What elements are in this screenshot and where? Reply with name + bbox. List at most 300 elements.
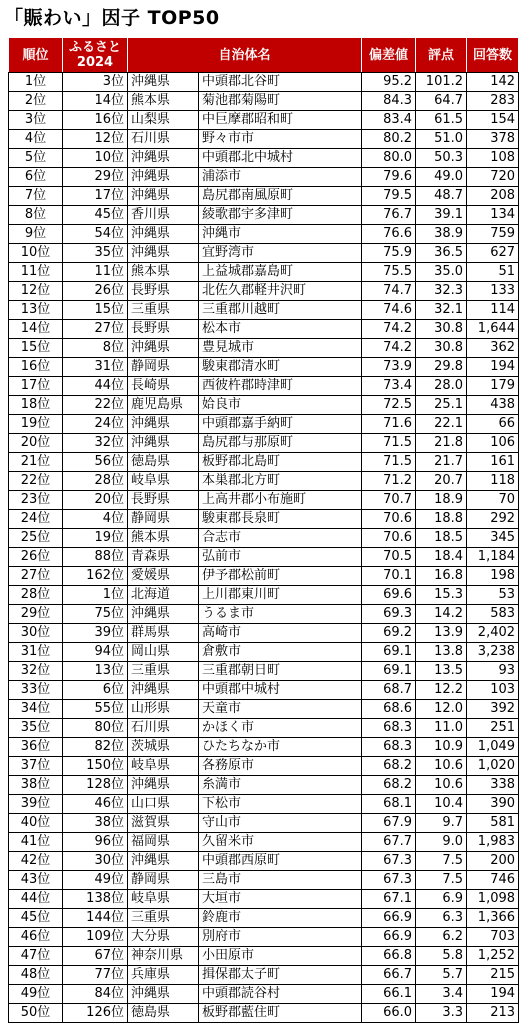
respondents-cell: 283: [467, 92, 519, 111]
table-row: [9, 301, 519, 320]
table-row: [9, 738, 519, 757]
furusato-rank-cell: 32位: [63, 434, 128, 453]
header-furusato-label: ふるさと: [68, 40, 121, 55]
deviation-cell: 74.7: [362, 282, 416, 301]
furusato-rank-cell: 75位: [63, 605, 128, 624]
prefecture-cell: 群馬県: [128, 624, 199, 643]
respondents-cell: 1,098: [467, 890, 519, 909]
deviation-cell: 67.7: [362, 833, 416, 852]
table-row: [9, 263, 519, 282]
respondents-cell: 438: [467, 396, 519, 415]
furusato-rank-cell: 56位: [63, 453, 128, 472]
rank-cell: 24位: [9, 510, 63, 529]
furusato-rank-cell: 11位: [63, 263, 128, 282]
deviation-cell: 83.4: [362, 111, 416, 130]
municipality-cell: 上益城郡嘉島町: [199, 263, 362, 282]
deviation-cell: 67.9: [362, 814, 416, 833]
furusato-rank-cell: 84位: [63, 985, 128, 1004]
header-furusato: [63, 38, 128, 73]
furusato-rank-cell: 45位: [63, 206, 128, 225]
respondents-cell: 108: [467, 149, 519, 168]
rank-cell: 15位: [9, 339, 63, 358]
municipality-cell: 上川郡東川町: [199, 586, 362, 605]
deviation-cell: 67.3: [362, 871, 416, 890]
furusato-rank-cell: 17位: [63, 187, 128, 206]
deviation-cell: 68.2: [362, 776, 416, 795]
municipality-cell: 三重郡川越町: [199, 301, 362, 320]
respondents-cell: 390: [467, 795, 519, 814]
table-row: [9, 700, 519, 719]
rank-cell: 29位: [9, 605, 63, 624]
deviation-cell: 66.9: [362, 928, 416, 947]
score-cell: 13.9: [416, 624, 467, 643]
furusato-rank-cell: 109位: [63, 928, 128, 947]
municipality-cell: 伊予郡松前町: [199, 567, 362, 586]
deviation-cell: 66.7: [362, 966, 416, 985]
prefecture-cell: 石川県: [128, 130, 199, 149]
score-cell: 18.5: [416, 529, 467, 548]
rank-cell: 23位: [9, 491, 63, 510]
prefecture-cell: 岐阜県: [128, 757, 199, 776]
furusato-rank-cell: 15位: [63, 301, 128, 320]
municipality-cell: 中頭郡読谷村: [199, 985, 362, 1004]
rank-cell: 8位: [9, 206, 63, 225]
table-row: [9, 605, 519, 624]
prefecture-cell: 沖縄県: [128, 339, 199, 358]
table-row: [9, 434, 519, 453]
prefecture-cell: 福岡県: [128, 833, 199, 852]
prefecture-cell: 鹿児島県: [128, 396, 199, 415]
deviation-cell: 70.6: [362, 529, 416, 548]
prefecture-cell: 沖縄県: [128, 244, 199, 263]
respondents-cell: 133: [467, 282, 519, 301]
score-cell: 7.5: [416, 871, 467, 890]
respondents-cell: 703: [467, 928, 519, 947]
municipality-cell: 綾歌郡宇多津町: [199, 206, 362, 225]
furusato-rank-cell: 27位: [63, 320, 128, 339]
rank-cell: 27位: [9, 567, 63, 586]
respondents-cell: 583: [467, 605, 519, 624]
deviation-cell: 80.2: [362, 130, 416, 149]
municipality-cell: 中頭郡中城村: [199, 681, 362, 700]
rank-cell: 46位: [9, 928, 63, 947]
municipality-cell: 豊見城市: [199, 339, 362, 358]
score-cell: 13.8: [416, 643, 467, 662]
furusato-rank-cell: 14位: [63, 92, 128, 111]
deviation-cell: 84.3: [362, 92, 416, 111]
respondents-cell: 114: [467, 301, 519, 320]
municipality-cell: 中頭郡北谷町: [199, 73, 362, 92]
respondents-cell: 251: [467, 719, 519, 738]
furusato-rank-cell: 49位: [63, 871, 128, 890]
prefecture-cell: 岡山県: [128, 643, 199, 662]
municipality-cell: 小田原市: [199, 947, 362, 966]
furusato-rank-cell: 22位: [63, 396, 128, 415]
respondents-cell: 3,238: [467, 643, 519, 662]
respondents-cell: 1,366: [467, 909, 519, 928]
score-cell: 7.5: [416, 852, 467, 871]
header-score: 評点: [416, 38, 467, 73]
respondents-cell: 103: [467, 681, 519, 700]
rank-cell: 22位: [9, 472, 63, 491]
deviation-cell: 73.9: [362, 358, 416, 377]
table-row: [9, 339, 519, 358]
furusato-rank-cell: 88位: [63, 548, 128, 567]
table-row: [9, 111, 519, 130]
prefecture-cell: 兵庫県: [128, 966, 199, 985]
respondents-cell: 746: [467, 871, 519, 890]
score-cell: 14.2: [416, 605, 467, 624]
respondents-cell: 134: [467, 206, 519, 225]
furusato-rank-cell: 4位: [63, 510, 128, 529]
furusato-rank-cell: 19位: [63, 529, 128, 548]
municipality-cell: 中巨摩郡昭和町: [199, 111, 362, 130]
table-row: [9, 719, 519, 738]
furusato-rank-cell: 31位: [63, 358, 128, 377]
respondents-cell: 292: [467, 510, 519, 529]
municipality-cell: 野々市市: [199, 130, 362, 149]
deviation-cell: 75.9: [362, 244, 416, 263]
deviation-cell: 71.6: [362, 415, 416, 434]
prefecture-cell: 徳島県: [128, 453, 199, 472]
header-rank: 順位: [9, 38, 63, 73]
respondents-cell: 208: [467, 187, 519, 206]
prefecture-cell: 静岡県: [128, 510, 199, 529]
rank-cell: 43位: [9, 871, 63, 890]
score-cell: 5.8: [416, 947, 467, 966]
deviation-cell: 95.2: [362, 73, 416, 92]
municipality-cell: 宜野湾市: [199, 244, 362, 263]
respondents-cell: 1,184: [467, 548, 519, 567]
header-deviation: 偏差値: [362, 38, 416, 73]
header-respondents: 回答数: [467, 38, 519, 73]
furusato-rank-cell: 30位: [63, 852, 128, 871]
prefecture-cell: 神奈川県: [128, 947, 199, 966]
score-cell: 38.9: [416, 225, 467, 244]
score-cell: 6.2: [416, 928, 467, 947]
rank-cell: 9位: [9, 225, 63, 244]
rank-cell: 4位: [9, 130, 63, 149]
score-cell: 3.4: [416, 985, 467, 1004]
prefecture-cell: 沖縄県: [128, 225, 199, 244]
furusato-rank-cell: 138位: [63, 890, 128, 909]
table-row: [9, 814, 519, 833]
header-furusato-year: 2024: [76, 55, 114, 70]
score-cell: 13.5: [416, 662, 467, 681]
deviation-cell: 76.7: [362, 206, 416, 225]
respondents-cell: 345: [467, 529, 519, 548]
deviation-cell: 68.7: [362, 681, 416, 700]
table-row: [9, 377, 519, 396]
furusato-rank-cell: 126位: [63, 1004, 128, 1023]
municipality-cell: 板野郡藍住町: [199, 1004, 362, 1023]
furusato-rank-cell: 6位: [63, 681, 128, 700]
municipality-cell: 三重郡朝日町: [199, 662, 362, 681]
furusato-rank-cell: 82位: [63, 738, 128, 757]
deviation-cell: 73.4: [362, 377, 416, 396]
table-row: [9, 1004, 519, 1023]
municipality-cell: 天童市: [199, 700, 362, 719]
municipality-cell: うるま市: [199, 605, 362, 624]
table-row: [9, 966, 519, 985]
table-row: [9, 852, 519, 871]
rank-cell: 44位: [9, 890, 63, 909]
score-cell: 61.5: [416, 111, 467, 130]
table-row: [9, 757, 519, 776]
deviation-cell: 67.1: [362, 890, 416, 909]
deviation-cell: 66.0: [362, 1004, 416, 1023]
rank-cell: 30位: [9, 624, 63, 643]
deviation-cell: 66.9: [362, 909, 416, 928]
deviation-cell: 75.5: [362, 263, 416, 282]
respondents-cell: 338: [467, 776, 519, 795]
prefecture-cell: 青森県: [128, 548, 199, 567]
prefecture-cell: 長野県: [128, 491, 199, 510]
rank-cell: 38位: [9, 776, 63, 795]
score-cell: 18.9: [416, 491, 467, 510]
deviation-cell: 80.0: [362, 149, 416, 168]
deviation-cell: 69.1: [362, 662, 416, 681]
score-cell: 39.1: [416, 206, 467, 225]
municipality-cell: 各務原市: [199, 757, 362, 776]
municipality-cell: 沖縄市: [199, 225, 362, 244]
score-cell: 21.8: [416, 434, 467, 453]
table-row: [9, 320, 519, 339]
rank-cell: 31位: [9, 643, 63, 662]
rank-cell: 36位: [9, 738, 63, 757]
municipality-cell: 高崎市: [199, 624, 362, 643]
furusato-rank-cell: 3位: [63, 73, 128, 92]
rank-cell: 37位: [9, 757, 63, 776]
rank-cell: 34位: [9, 700, 63, 719]
deviation-cell: 71.5: [362, 434, 416, 453]
table-row: [9, 415, 519, 434]
prefecture-cell: 沖縄県: [128, 73, 199, 92]
table-row: [9, 244, 519, 263]
table-row: [9, 662, 519, 681]
municipality-cell: 駿東郡清水町: [199, 358, 362, 377]
furusato-rank-cell: 150位: [63, 757, 128, 776]
municipality-cell: 中頭郡西原町: [199, 852, 362, 871]
municipality-cell: 中頭郡北中城村: [199, 149, 362, 168]
municipality-cell: 姶良市: [199, 396, 362, 415]
municipality-cell: 浦添市: [199, 168, 362, 187]
municipality-cell: 板野郡北島町: [199, 453, 362, 472]
prefecture-cell: 山梨県: [128, 111, 199, 130]
rank-cell: 26位: [9, 548, 63, 567]
table-row: [9, 567, 519, 586]
deviation-cell: 70.7: [362, 491, 416, 510]
prefecture-cell: 熊本県: [128, 529, 199, 548]
respondents-cell: 51: [467, 263, 519, 282]
prefecture-cell: 熊本県: [128, 92, 199, 111]
score-cell: 64.7: [416, 92, 467, 111]
municipality-cell: 下松市: [199, 795, 362, 814]
furusato-rank-cell: 67位: [63, 947, 128, 966]
municipality-cell: 守山市: [199, 814, 362, 833]
table-row: [9, 586, 519, 605]
table-row: [9, 358, 519, 377]
deviation-cell: 71.5: [362, 453, 416, 472]
rank-cell: 21位: [9, 453, 63, 472]
table-row: [9, 187, 519, 206]
rank-cell: 20位: [9, 434, 63, 453]
table-row: [9, 681, 519, 700]
respondents-cell: 154: [467, 111, 519, 130]
table-row: [9, 985, 519, 1004]
prefecture-cell: 長野県: [128, 282, 199, 301]
prefecture-cell: 長崎県: [128, 377, 199, 396]
prefecture-cell: 愛媛県: [128, 567, 199, 586]
rank-cell: 5位: [9, 149, 63, 168]
respondents-cell: 194: [467, 985, 519, 1004]
rank-cell: 13位: [9, 301, 63, 320]
deviation-cell: 68.1: [362, 795, 416, 814]
deviation-cell: 68.6: [362, 700, 416, 719]
respondents-cell: 1,644: [467, 320, 519, 339]
rank-cell: 35位: [9, 719, 63, 738]
prefecture-cell: 長野県: [128, 320, 199, 339]
municipality-cell: 駿東郡長泉町: [199, 510, 362, 529]
prefecture-cell: 三重県: [128, 909, 199, 928]
score-cell: 10.4: [416, 795, 467, 814]
respondents-cell: 179: [467, 377, 519, 396]
respondents-cell: 581: [467, 814, 519, 833]
deviation-cell: 79.6: [362, 168, 416, 187]
municipality-cell: 北佐久郡軽井沢町: [199, 282, 362, 301]
rank-cell: 42位: [9, 852, 63, 871]
table-row: [9, 833, 519, 852]
deviation-cell: 74.2: [362, 339, 416, 358]
rank-cell: 19位: [9, 415, 63, 434]
furusato-rank-cell: 144位: [63, 909, 128, 928]
rank-cell: 49位: [9, 985, 63, 1004]
score-cell: 48.7: [416, 187, 467, 206]
municipality-cell: 三島市: [199, 871, 362, 890]
score-cell: 12.2: [416, 681, 467, 700]
table-row: [9, 491, 519, 510]
deviation-cell: 69.6: [362, 586, 416, 605]
rank-cell: 32位: [9, 662, 63, 681]
deviation-cell: 66.1: [362, 985, 416, 1004]
score-cell: 6.3: [416, 909, 467, 928]
rank-cell: 48位: [9, 966, 63, 985]
prefecture-cell: 大分県: [128, 928, 199, 947]
score-cell: 101.2: [416, 73, 467, 92]
prefecture-cell: 岐阜県: [128, 890, 199, 909]
score-cell: 6.9: [416, 890, 467, 909]
rank-cell: 33位: [9, 681, 63, 700]
rank-cell: 25位: [9, 529, 63, 548]
score-cell: 30.8: [416, 339, 467, 358]
score-cell: 49.0: [416, 168, 467, 187]
furusato-rank-cell: 29位: [63, 168, 128, 187]
score-cell: 35.0: [416, 263, 467, 282]
furusato-rank-cell: 1位: [63, 586, 128, 605]
prefecture-cell: 石川県: [128, 719, 199, 738]
respondents-cell: 106: [467, 434, 519, 453]
prefecture-cell: 静岡県: [128, 358, 199, 377]
ranking-table: [8, 37, 519, 1023]
deviation-cell: 66.8: [362, 947, 416, 966]
furusato-rank-cell: 39位: [63, 624, 128, 643]
table-row: [9, 396, 519, 415]
prefecture-cell: 岐阜県: [128, 472, 199, 491]
score-cell: 9.0: [416, 833, 467, 852]
prefecture-cell: 沖縄県: [128, 187, 199, 206]
prefecture-cell: 北海道: [128, 586, 199, 605]
municipality-cell: 鈴鹿市: [199, 909, 362, 928]
furusato-rank-cell: 38位: [63, 814, 128, 833]
score-cell: 16.8: [416, 567, 467, 586]
deviation-cell: 70.1: [362, 567, 416, 586]
furusato-rank-cell: 96位: [63, 833, 128, 852]
municipality-cell: かほく市: [199, 719, 362, 738]
furusato-rank-cell: 54位: [63, 225, 128, 244]
deviation-cell: 69.1: [362, 643, 416, 662]
furusato-rank-cell: 13位: [63, 662, 128, 681]
municipality-cell: 菊池郡菊陽町: [199, 92, 362, 111]
rank-cell: 12位: [9, 282, 63, 301]
respondents-cell: 720: [467, 168, 519, 187]
municipality-cell: 倉敷市: [199, 643, 362, 662]
furusato-rank-cell: 46位: [63, 795, 128, 814]
municipality-cell: 松本市: [199, 320, 362, 339]
furusato-rank-cell: 80位: [63, 719, 128, 738]
rank-cell: 1位: [9, 73, 63, 92]
respondents-cell: 118: [467, 472, 519, 491]
deviation-cell: 70.5: [362, 548, 416, 567]
table-row: [9, 795, 519, 814]
rank-cell: 11位: [9, 263, 63, 282]
table-row: [9, 890, 519, 909]
furusato-rank-cell: 94位: [63, 643, 128, 662]
prefecture-cell: 沖縄県: [128, 415, 199, 434]
rank-cell: 41位: [9, 833, 63, 852]
deviation-cell: 79.5: [362, 187, 416, 206]
municipality-cell: 中頭郡嘉手納町: [199, 415, 362, 434]
table-row: [9, 149, 519, 168]
respondents-cell: 392: [467, 700, 519, 719]
municipality-cell: 本巣郡北方町: [199, 472, 362, 491]
municipality-cell: 久留米市: [199, 833, 362, 852]
prefecture-cell: 茨城県: [128, 738, 199, 757]
table-row: [9, 776, 519, 795]
prefecture-cell: 熊本県: [128, 263, 199, 282]
table-row: [9, 130, 519, 149]
rank-cell: 18位: [9, 396, 63, 415]
score-cell: 10.6: [416, 757, 467, 776]
respondents-cell: 142: [467, 73, 519, 92]
respondents-cell: 2,402: [467, 624, 519, 643]
municipality-cell: 糸満市: [199, 776, 362, 795]
table-row: [9, 73, 519, 92]
table-row: [9, 510, 519, 529]
municipality-cell: 上高井郡小布施町: [199, 491, 362, 510]
deviation-cell: 69.2: [362, 624, 416, 643]
table-row: [9, 548, 519, 567]
municipality-cell: 島尻郡与那原町: [199, 434, 362, 453]
score-cell: 51.0: [416, 130, 467, 149]
respondents-cell: 161: [467, 453, 519, 472]
deviation-cell: 74.6: [362, 301, 416, 320]
rank-cell: 16位: [9, 358, 63, 377]
rank-cell: 28位: [9, 586, 63, 605]
respondents-cell: 53: [467, 586, 519, 605]
furusato-rank-cell: 12位: [63, 130, 128, 149]
score-cell: 9.7: [416, 814, 467, 833]
respondents-cell: 362: [467, 339, 519, 358]
